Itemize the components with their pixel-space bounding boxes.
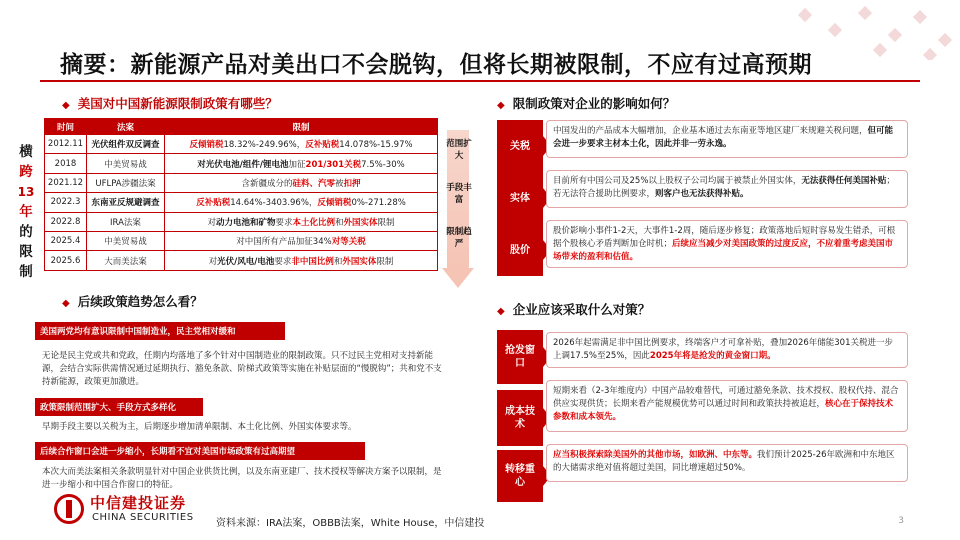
table-row: 2022.8 IRA法案 对动力电池和矿物要求本土化比例和外国实体限制 (45, 212, 438, 231)
trend-banner: 政策限制范围扩大、手段方式多样化 (35, 398, 203, 416)
down-arrow-icon (442, 268, 474, 288)
section-heading-trend: ◆ 后续政策趋势怎么看？ (62, 294, 203, 309)
column-header-time: 时间 (45, 119, 87, 135)
section-heading-strategy: ◆ 企业应该采取什么对策？ (497, 302, 651, 317)
row-label-tariff: 关税 (497, 120, 543, 172)
table-row: 2025.6 大而美法案 对光伏/风电/电池要求非中国比例和外国实体限制 (45, 251, 438, 270)
vertical-label: 横 跨 13 年 的 限 制 (17, 144, 35, 280)
strategy-shift-focus-box: 应当积极探索除美国外的其他市场，如欧洲、中东等。我们预计2025-26年欧洲和中东地区的大储需求绝对值将超过美国，同比增速超过50%。 (546, 444, 908, 482)
row-label-entity: 实体 (497, 172, 543, 224)
diamond-icon: ◆ (497, 100, 505, 111)
diamond-icon: ◆ (497, 306, 505, 317)
title-underline (40, 80, 920, 82)
table-header-row (45, 119, 438, 135)
arrow-label: 范围扩大 (446, 139, 472, 161)
strategy-cost-tech-box: 短期来看（2-3年维度内）中国产品较难替代，可通过豁免条款、技术授权、股权代持、混合供应实现供货；长期来看产能规模优势可以通过时间和政策扶持被追赶，核心在于保持技术参数和成本领先。 (546, 380, 908, 432)
diamond-icon: ◆ (62, 100, 70, 111)
trend-text: 无论是民主党或共和党政，任期内均落地了多个针对中国制造业的限制政策。只不过民主党相对支持新能源，会结合实际供需情况通过延期执行、豁免条款、阶梯式政策等实施在补贴层面的“慢脱钩”；共和党不支持新能源，政策更加激进。 (42, 351, 442, 387)
impact-entity-box: 目前所有中国公司及25%以上股权子公司均属于被禁止外国实体，无法获得任何美国补贴；若无法符合援助比例要求，则客户也无法获得补贴。 (546, 170, 908, 208)
source-note: 资料来源：IRA法案，OBBB法案，White House，中信建投 (216, 518, 485, 529)
page-title: 摘要：新能源产品对美出口不会脱钩，但将长期被限制，不应有过高预期 (60, 52, 812, 78)
section-heading-impact: ◆ 限制政策对企业的影响如何？ (497, 96, 676, 111)
column-header-act: 法案 (87, 119, 165, 135)
section-heading-policies: ◆ 美国对中国新能源限制政策有哪些？ (62, 96, 278, 111)
table-row: 2022.3 东南亚反规避调查 反补贴税14.64%-3403.96%，反倾销税0%-271.28% (45, 193, 438, 212)
impact-tariff-box: 中国发出的产品成本大幅增加，企业基本通过去东南亚等地区建厂来规避关税问题，但可能会进一步要求主材本土化，因此并非一劳永逸。 (546, 120, 908, 158)
table-row: 2025.4 中美贸易战 对中国所有产品加征34%对等关税 (45, 231, 438, 250)
table-row: 2012.11 光伏组件双反调查 反倾销税18.32%-249.96%，反补贴税14.078%-15.97% (45, 135, 438, 154)
diamond-icon: ◆ (62, 298, 70, 309)
row-label-cost-tech: 成本技术 (497, 390, 543, 446)
trend-arrow (443, 130, 473, 288)
table-row: 2018 中美贸易战 对光伏电池/组件/锂电池加征201/301关税7.5%-30% (45, 154, 438, 173)
trend-banner: 美国两党均有意识限制中国制造业，民主党相对缓和 (35, 322, 285, 340)
row-label-window: 抢发窗口 (497, 330, 543, 384)
trend-text: 早期手段主要以关税为主，后期逐步增加清单限制、本土化比例、外国实体要求等。 (42, 422, 357, 432)
row-label-stock: 股价 (497, 224, 543, 276)
page-number: 3 (898, 516, 904, 526)
table-row: 2021.12 UFLPA涉疆法案 含新疆成分的硅料、汽零被扣押 (45, 173, 438, 192)
trend-text: 本次大而美法案相关条款明显针对中国企业供货比例，以及东南亚建厂、技术授权等解决方案予以限制，是进一步缩小和中国合作窗口的特征。 (42, 467, 442, 490)
impact-stock-box: 股价影响小事件1-2天，大事件1-2周，随后逐步修复；政策落地后短时容易发生错杀，可根据个股核心矛盾判断加仓时机；后续应当减少对美国政策的过度反应，不应着重考虑美国市场带来的盈利和估值。 (546, 220, 908, 268)
arrow-label: 手段丰富 (446, 183, 472, 205)
column-header-restriction: 限制 (165, 119, 438, 135)
logo-icon (54, 494, 84, 524)
strategy-window-box: 2026年起需满足非中国比例要求，终端客户才可拿补贴，叠加2026年储能301关税进一步上调17.5%至25%，因此2025年将是抢发的黄金窗口期。 (546, 332, 908, 368)
policy-table (44, 118, 438, 271)
row-label-shift-focus: 转移重心 (497, 450, 543, 502)
trend-banner: 后续合作窗口会进一步缩小，长期看不宜对美国市场政策有过高期望 (35, 442, 365, 460)
arrow-label: 限制趋严 (446, 227, 472, 249)
